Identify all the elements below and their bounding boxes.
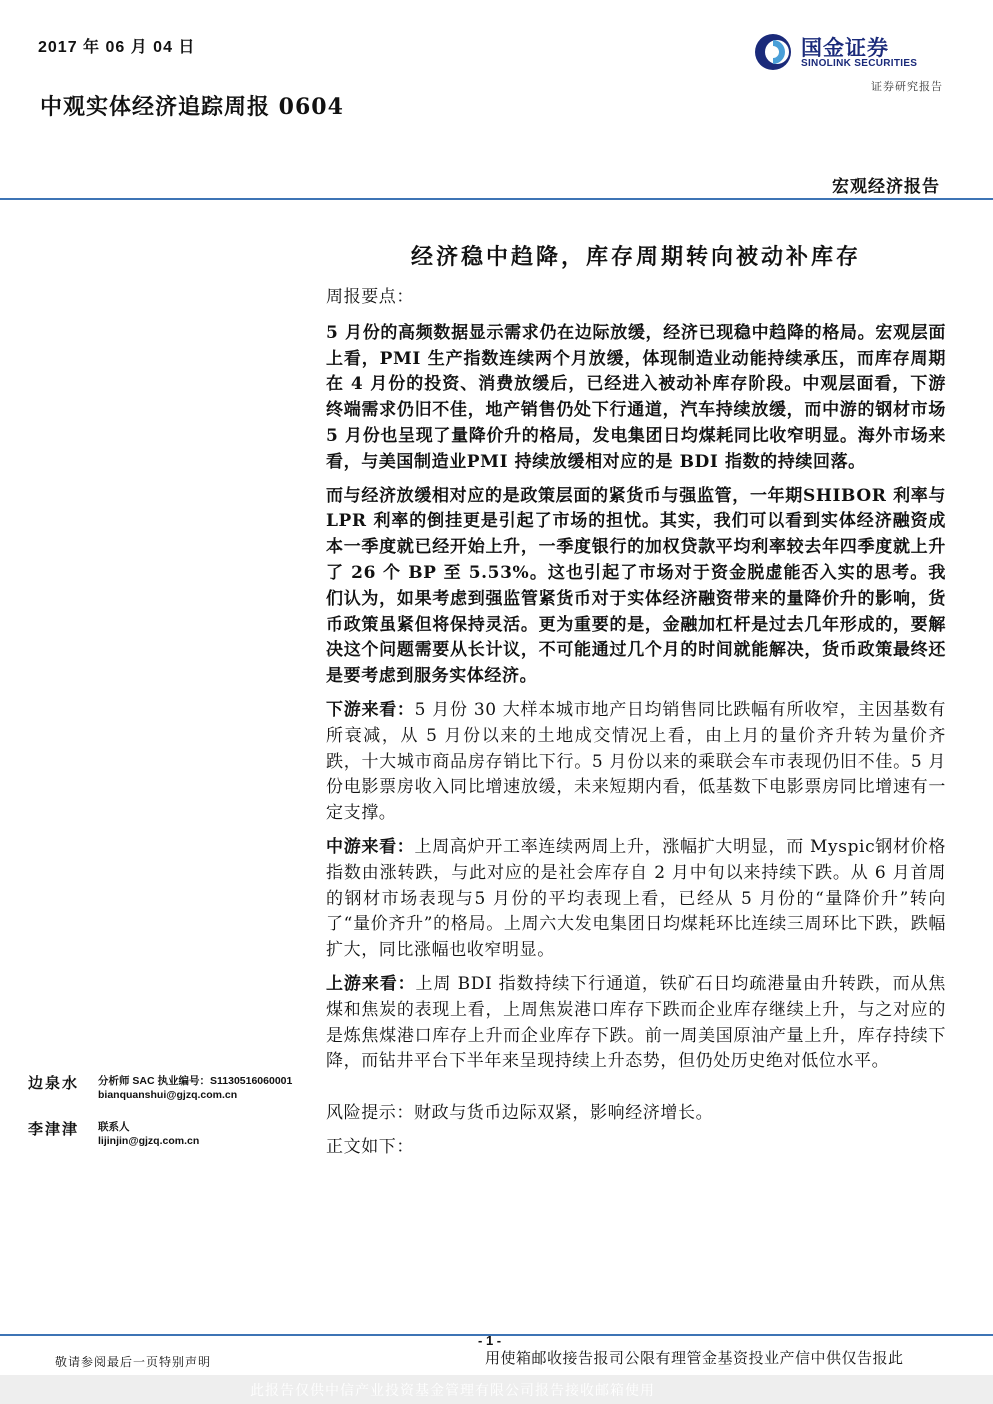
page-number: - 1 - bbox=[478, 1333, 502, 1348]
downstream-paragraph bbox=[326, 698, 946, 827]
author-email: lijinjin@gjzq.com.cn bbox=[98, 1135, 200, 1147]
midstream-paragraph bbox=[326, 835, 946, 964]
disclaimer-note: 敬请参阅最后一页特别声明 bbox=[55, 1355, 212, 1369]
author-info bbox=[98, 1120, 199, 1148]
report-category: 宏观经济报告 bbox=[832, 177, 940, 197]
logo-english-text: SINOLINK SECURITIES bbox=[801, 58, 918, 69]
author-info bbox=[98, 1074, 292, 1102]
author-credential: 分析师 SAC 执业编号：S1130516060001 bbox=[98, 1075, 293, 1087]
upstream-text: 上周 BDI 指数持续下行通道，铁矿石日均疏港量由升转跌，而从焦煤和焦炭的表现上看，上周焦炭港口库存下跌而企业库存继续上升，与之对应的是炼焦煤港口库存上升而企业库存下跌。前一周美国原油产量上升，库存持续下降，而钻井平台下半年来呈现持续上升态势，但仍处历史绝对低位水平。 bbox=[326, 973, 946, 1072]
header-divider bbox=[0, 198, 993, 200]
risk-warning: 风险提示：财政与货币边际双紧，影响经济增长。 bbox=[326, 1103, 714, 1124]
author-email: bianquanshui@gjzq.com.cn bbox=[98, 1089, 238, 1101]
sinolink-logo bbox=[753, 32, 943, 72]
midstream-label: 中游来看： bbox=[326, 836, 415, 857]
author-credential: 联系人 bbox=[98, 1121, 130, 1133]
upstream-label: 上游来看： bbox=[326, 973, 416, 994]
logo-chinese-text: 国金证券 bbox=[801, 36, 889, 60]
headline: 经济稳中趋降，库存周期转向被动补库存 bbox=[410, 244, 861, 270]
midstream-text: 上周高炉开工率连续两周上升，涨幅扩大明显，而 Myspic钢材价格指数由涨转跌，与此对应的是社会库存自 2 月中旬以来持续下跌。从 6 月首周的钢材市场表现与5 月份的平均表现上看，已经从 5 月份的“量降价升”转向了“量价齐升”的格局。上周六大发电集团日均煤耗环比连续三周环比下跌，跌幅扩大，同比涨幅也收窄明显。 bbox=[326, 836, 947, 961]
main-content bbox=[326, 285, 946, 1169]
body-intro: 正文如下： bbox=[326, 1136, 414, 1157]
author-name: 边泉水 bbox=[28, 1074, 80, 1092]
author-name: 李津津 bbox=[28, 1120, 80, 1138]
summary-label: 周报要点： bbox=[326, 287, 414, 307]
downstream-text: 5 月份 30 大样本城市地产日均销售同比跌幅有所收窄，主因基数有所衰减，从 5 月份以来的土地成交情况上看，由上月的量价齐升转为量价齐跌，十大城市商品房存销比下行。5 月份以来的乘联会车市表现仍旧不佳。5 月份电影票房收入同比增速放缓，未来短期内看，低基数下电影票房同比增速有一定支撑。 bbox=[326, 699, 946, 824]
downstream-label: 下游来看： bbox=[326, 699, 415, 720]
report-series-title: 中观实体经济追踪周报 0604 bbox=[40, 94, 344, 120]
summary-paragraph-1: 5 月份的高频数据显示需求仍在边际放缓，经济已现稳中趋降的格局。宏观层面上看，PMI 生产指数连续两个月放缓，体现制造业动能持续承压，而库存周期在 4 月份的投资、消费放缓后，已经进入被动补库存阶段。中观层面看，下游终端需求仍旧不佳，地产销售仍处下行通道，汽车持续放缓，而中游的钢材市场 5 月份也呈现了量降价升的格局，发电集团日均煤耗同比收窄明显。海外市场来看，与美国制造业PMI 持续放缓相对应的是 BDI 指数的持续回落。 bbox=[326, 322, 946, 472]
watermark-text: 此报告仅供中信产业投资基金管理有限公司报告接收邮箱使用 bbox=[250, 1383, 655, 1399]
report-date: 2017 年 06 月 04 日 bbox=[38, 39, 196, 56]
logo-subtitle: 证券研究报告 bbox=[871, 80, 943, 93]
summary-paragraph-2: 而与经济放缓相对应的是政策层面的紧货币与强监管，一年期SHIBOR 利率与 LPR 利率的倒挂更是引起了市场的担忧。其实，我们可以看到实体经济融资成本一季度就已经开始上升，一季度银行的加权贷款平均利率较去年四季度就上升了 26 个 BP 至 5.53%。这也引起了市场对于资金脱虚能否入实的思考。我们认为，如果考虑到强监管紧货币对于实体经济融资带来的量降价升的影响，货币政策虽紧但将保持灵活。更为重要的是，金融加杠杆是过去几年形成的，要解决这个问题需要从长计议，不可能通过几个月的时间就能解决，货币政策最终还是要考虑到服务实体经济。 bbox=[326, 485, 946, 687]
sinolink-logo-icon bbox=[753, 32, 793, 72]
distribution-note: 用使箱邮收接告报司公限有理管金基资投业产信中供仅告报此 bbox=[485, 1349, 904, 1367]
upstream-paragraph bbox=[326, 972, 946, 1075]
